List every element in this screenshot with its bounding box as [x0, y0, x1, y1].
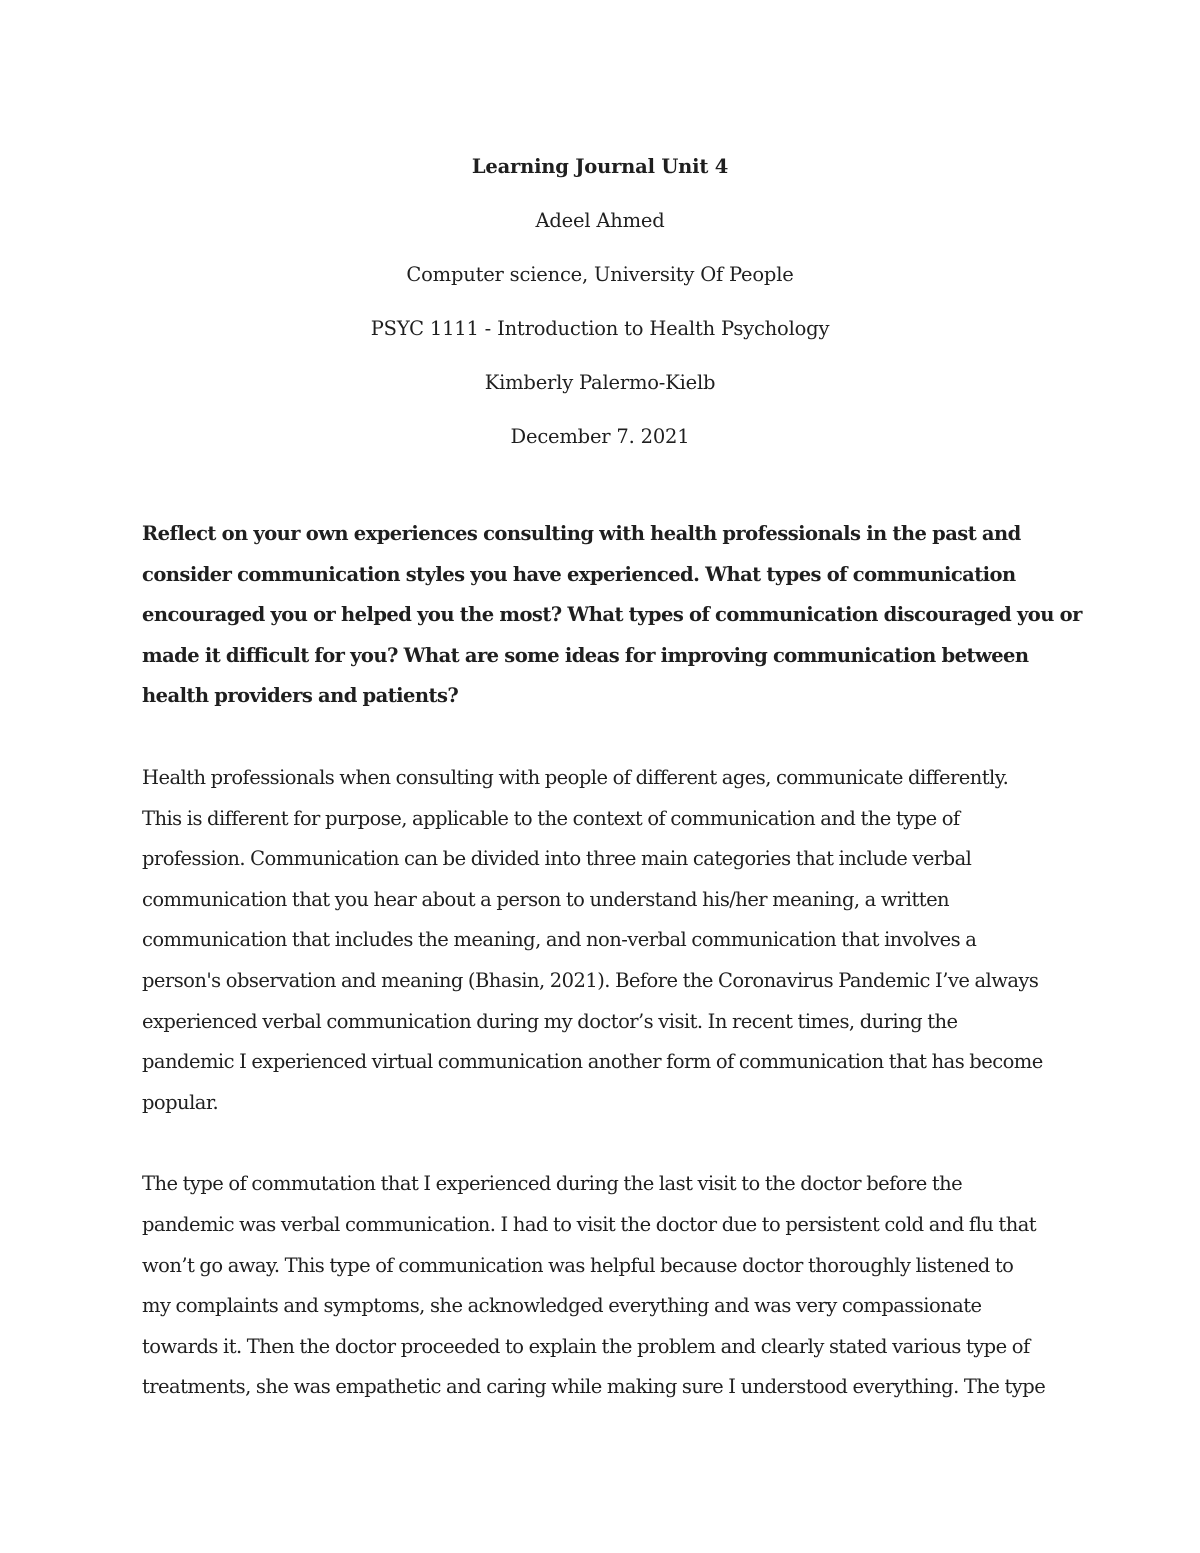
document-date: December 7. 2021 [510, 425, 690, 448]
question-line: consider communication styles you have experienced. What types of communication [142, 562, 1016, 586]
question-line: encouraged you or helped you the most? What types of communication discouraged you or [142, 603, 1082, 627]
paragraph-line: experienced verbal communication during my doctor’s visit. In recent times, during the [142, 1009, 958, 1033]
question-line: health providers and patients? [142, 684, 459, 708]
paragraph-line: communication that includes the meaning, and non-verbal communication that involves a [142, 928, 977, 952]
paragraph-line: This is different for purpose, applicable to the context of communication and the type of [142, 806, 960, 830]
course-name: PSYC 1111 - Introduction to Health Psychology [370, 317, 830, 340]
question-line: Reflect on your own experiences consulting with health professionals in the past and [142, 522, 1021, 545]
instructor-name: Kimberly Palermo-Kielb [484, 371, 716, 394]
question-line: made it difficult for you? What are some ideas for improving communication between [142, 643, 1029, 667]
paragraph-line: popular. [142, 1090, 219, 1114]
paragraph-line: Health professionals when consulting with people of different ages, communicate differently. [142, 765, 1009, 789]
paragraph-line: treatments, she was empathetic and caring while making sure I understood everything. The type [142, 1375, 1046, 1399]
paragraph-line: person's observation and meaning (Bhasin, 2021). Before the Coronavirus Pandemic I’ve always [142, 968, 1039, 992]
paragraph-2 [142, 1164, 1102, 1408]
paragraph-line: won’t go away. This type of communication was helpful because doctor thoroughly listened to [142, 1253, 1014, 1277]
paragraph-1 [142, 758, 1102, 1123]
document-title: Learning Journal Unit 4 [471, 155, 729, 178]
paragraph-line: pandemic was verbal communication. I had to visit the doctor due to persistent cold and flu that [142, 1212, 1037, 1236]
paragraph-line: my complaints and symptoms, she acknowledged everything and was very compassionate [142, 1294, 982, 1318]
paragraph-line: pandemic I experienced virtual communication another form of communication that has become [142, 1050, 1043, 1074]
affiliation: Computer science, University Of People [406, 263, 794, 286]
paragraph-line: towards it. Then the doctor proceeded to explain the problem and clearly stated various type of [142, 1334, 1030, 1358]
document-body [142, 514, 1102, 1408]
question-block [142, 514, 1102, 717]
paragraph-line: profession. Communication can be divided into three main categories that include verbal [142, 847, 972, 871]
paragraph-spacer [142, 717, 1102, 758]
paragraph-spacer [142, 1123, 1102, 1164]
author-name: Adeel Ahmed [535, 209, 665, 232]
paragraph-line: The type of commutation that I experienced during the last visit to the doctor before the [142, 1172, 963, 1196]
title-block [0, 140, 1200, 464]
paragraph-line: communication that you hear about a person to understand his/her meaning, a written [142, 887, 950, 911]
